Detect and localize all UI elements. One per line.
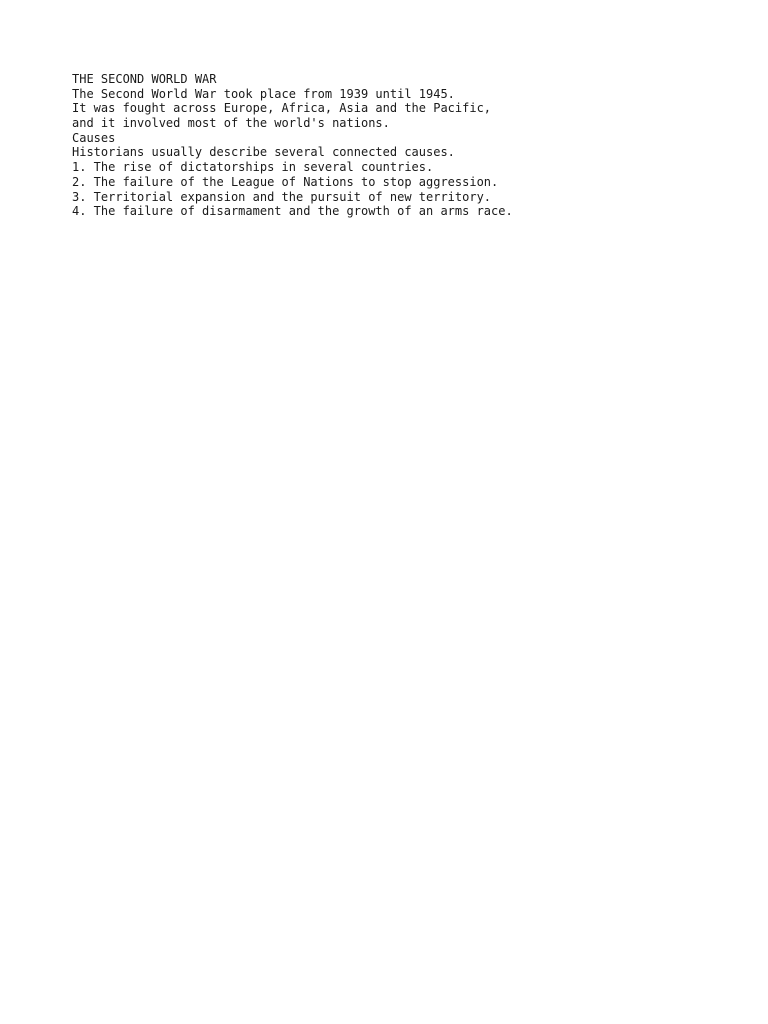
text-line: and it involved most of the world's nations. (72, 116, 390, 131)
text-line: 3. Territorial expansion and the pursuit of new territory. (72, 189, 492, 204)
document-title: THE SECOND WORLD WAR (72, 72, 217, 86)
text-line: Historians usually describe several connected causes. (72, 145, 455, 160)
text-line: 1. The rise of dictatorships in several countries. (72, 160, 434, 175)
text-line: The Second World War took place from 1939 until 1945. (72, 86, 455, 101)
text-line: 2. The failure of the League of Nations to stop aggression. (72, 174, 499, 189)
section-heading-causes: Causes (72, 130, 116, 145)
text-line: 4. The failure of disarmament and the growth of an arms race. (72, 204, 513, 219)
text-line: It was fought across Europe, Africa, Asia and the Pacific, (72, 101, 492, 116)
document-body (72, 72, 712, 219)
